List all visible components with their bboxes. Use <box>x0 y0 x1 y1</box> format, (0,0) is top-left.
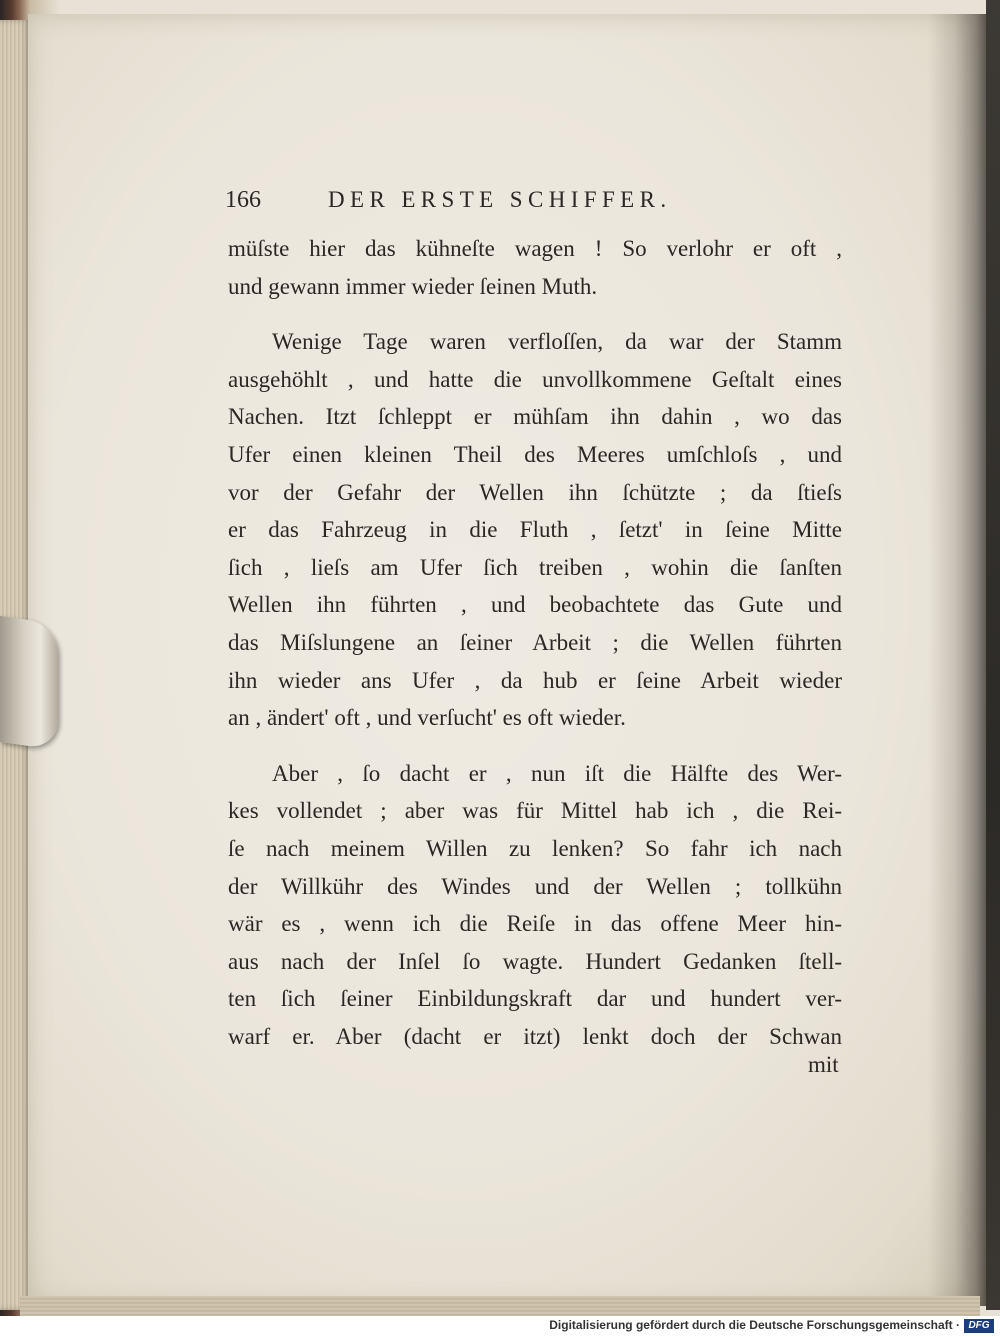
text-line: wär es , wenn ich die Reiſe in das offene Meer hin- <box>228 911 842 937</box>
paragraph-1 <box>228 230 842 305</box>
text-line: an , ändert' oft , und verſucht' es oft wieder. <box>228 705 626 731</box>
text-line: ten ſich ſeiner Einbildungskraft dar und hundert ver- <box>228 986 842 1012</box>
text-line: das Miſslungene an ſeiner Arbeit ; die Wellen führten <box>228 629 842 655</box>
text-line: und gewann immer wieder ſeinen Muth. <box>228 273 598 299</box>
binding-shadow <box>928 14 988 1306</box>
text-line: kes vollendet ; aber was für Mittel hab ich , die Rei- <box>228 798 842 824</box>
text-line: aus nach der Inſel ſo wagte. Hundert Gedanken ſtell- <box>228 948 842 974</box>
running-head <box>225 187 755 227</box>
dfg-logo: DFG <box>964 1319 994 1333</box>
digitization-credit: Digitalisierung gefördert durch die Deutsche Forschungsgemeinschaft · <box>549 1318 960 1332</box>
bookmark-ribbon <box>0 616 58 750</box>
text-line: ſe nach meinem Willen zu lenken? So fahr ich nach <box>228 835 842 861</box>
page-number: 166 <box>225 187 261 213</box>
text-line: ausgehöhlt , und hatte die unvollkommene Geſtalt eines <box>228 366 842 392</box>
book-bottom-edge <box>20 1296 980 1316</box>
text-line: Wellen ihn führten , und beobachtete das Gute und <box>228 592 842 618</box>
text-line: er das Fahrzeug in die Fluth , ſetzt' in ſeine Mitte <box>228 517 842 543</box>
paragraph-3 <box>228 755 842 1056</box>
text-line: ſich , lieſs am Ufer ſich treiben , wohin die ſanſten <box>228 554 842 580</box>
text-line: müſste hier das kühneſte wagen ! So verlohr er oft , <box>228 236 842 261</box>
text-line: Nachen. Itzt ſchleppt er mühſam ihn dahin , wo das <box>228 404 842 430</box>
body-text <box>228 230 842 1055</box>
binding-edge <box>986 0 1000 1310</box>
text-line: Wenige Tage waren verfloſſen, da war der Stamm <box>272 329 842 355</box>
text-line: Ufer einen kleinen Theil des Meeres umſchloſs , und <box>228 441 842 467</box>
text-line: Aber , ſo dacht er , nun iſt die Hälfte des Wer- <box>272 760 842 786</box>
text-line: ihn wieder ans Ufer , da hub er ſeine Arbeit wieder <box>228 667 842 693</box>
paragraph-2 <box>228 323 842 737</box>
running-title: DER ERSTE SCHIFFER. <box>328 187 672 212</box>
text-line: warf er. Aber (dacht er itzt) lenkt doch der Schwan <box>228 1023 842 1049</box>
footer-bar <box>0 1316 1000 1337</box>
text-line: vor der Gefahr der Wellen ihn ſchützte ; da ſtieſs <box>228 479 842 505</box>
text-line: der Willkühr des Windes und der Wellen ; tollkühn <box>228 873 842 899</box>
catchword: mit <box>808 1052 839 1077</box>
